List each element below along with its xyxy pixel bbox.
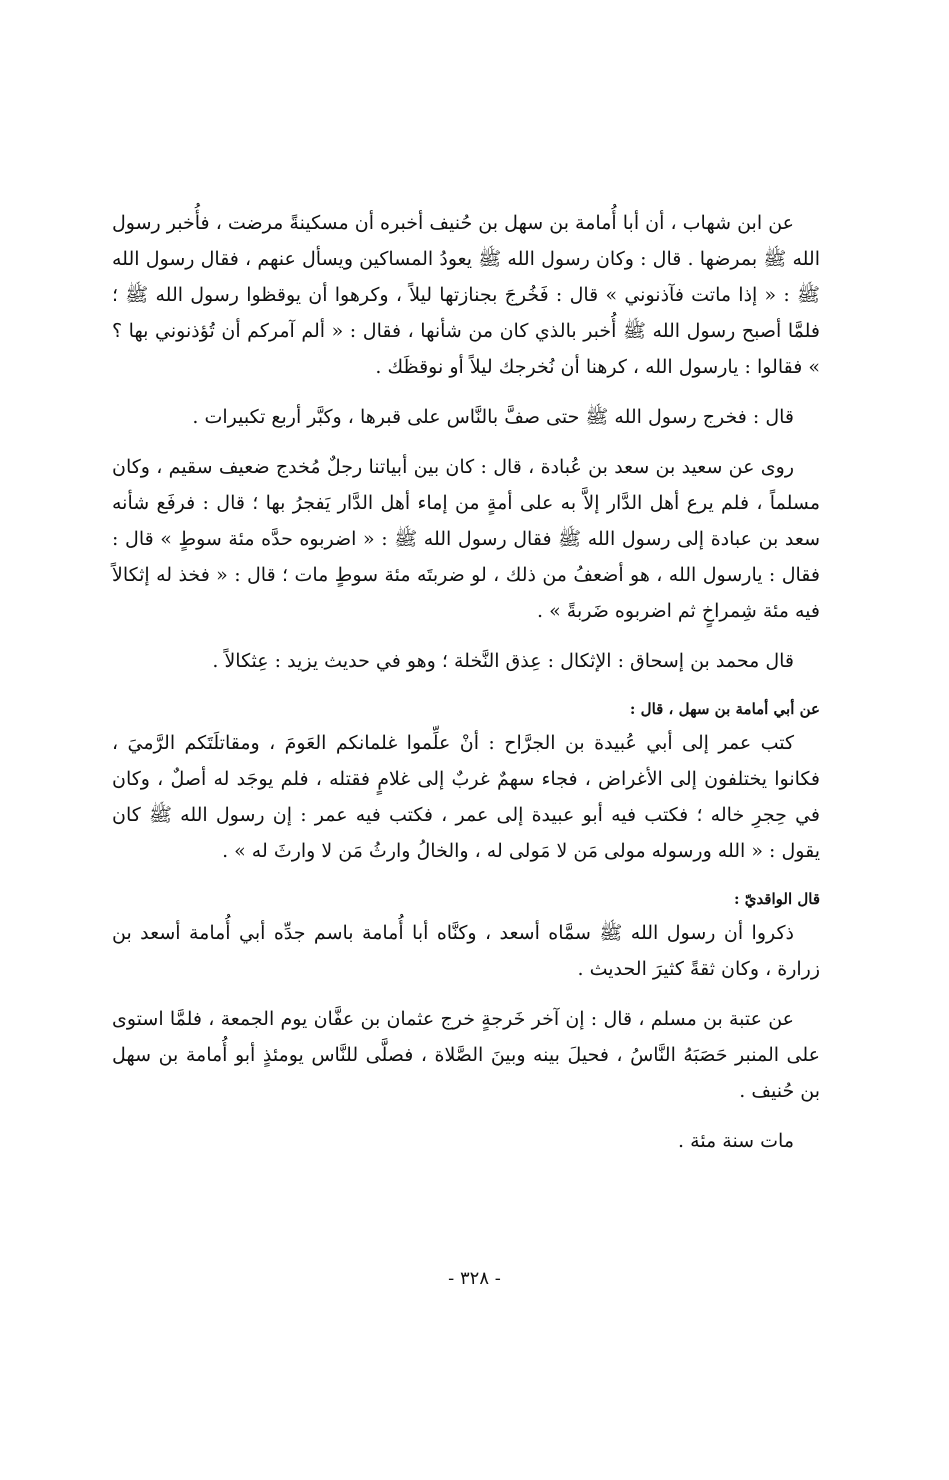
paragraph-death-year: مات سنة مئة . xyxy=(678,1130,794,1152)
paragraph-ibn-ishaq: قال محمد بن إسحاق : الإثكال : عِذق النَّخلة ؛ وهو في حديث يزيد : عِثكالاً . xyxy=(212,650,794,672)
page-number: - ٣٢٨ - xyxy=(448,1268,501,1289)
heading-abu-umama: عن أبي أمامة بن سهل ، قال : xyxy=(629,700,820,718)
paragraph-saad-ibn-ubada: روى عن سعيد بن سعد بن عُبادة ، قال : كان بين أبياتنا رجلٌ مُخدج ضعيف سقيم ، وكان مسلماً ، فلم يرع أهل الدَّار إلاَّ به على أمةٍ من إماء أهل الدَّار يَفجرُ بها ؛ قال : فرفَع شأنه سعد بن عبادة إلى رسول الله ﷺ فقال رسول الله ﷺ : « اضربوه حدَّه مئة سوطٍ » قال : فقال : يارسول الله ، هو أضعفُ من ذلك ، لو ضربتَه مئة سوطٍ مات ؛ قال : « فخذ له إثكالاً فيه مئة شِمراخٍ ثم اضربوه ضَربةً » . xyxy=(112,456,820,622)
heading-waqidi: قال الواقديّ : xyxy=(733,890,820,908)
paragraph-waqidi: ذكروا أن رسول الله ﷺ سمَّاه أسعد ، وكنَّاه أبا أُمامة باسم جدِّه أبي أُمامة أسعد بن زرارة ، وكان ثقةً كثيرَ الحديث . xyxy=(112,922,820,980)
paragraph-utba: عن عتبة بن مسلم ، قال : إن آخر خَرجةٍ خرج عثمان بن عفَّان يوم الجمعة ، فلمَّا استوى على المنبر حَصَبَهُ النَّاسُ ، فحيلَ بينه وبينَ الصَّلاة ، فصلَّى للنَّاس يومئذٍ أبو أُمامة بن سهل بن حُنيف . xyxy=(112,1008,820,1102)
paragraph-ibn-shihab: عن ابن شهاب ، أن أبا أُمامة بن سهل بن حُنيف أخبره أن مسكينةً مرضت ، فأُخبر رسول الله ﷺ بمرضها . قال : وكان رسول الله ﷺ يعودُ المساكين ويسأل عنهم ، فقال رسول الله ﷺ : « إذا ماتت فآذنوني » قال : فَخُرجَ بجنازتها ليلاً ، وكرهوا أن يوقظوا رسول الله ﷺ ؛ فلمَّا أصبح رسول الله ﷺ أُخبر بالذي كان من شأنها ، فقال : « ألم آمركم أن تُؤذنوني بها ؟ » فقالوا : يارسول الله ، كرهنا أن نُخرجك ليلاً أو نوقظَك . xyxy=(112,212,820,378)
paragraph-funeral-prayer: قال : فخرج رسول الله ﷺ حتى صفَّ بالنَّاس على قبرها ، وكبَّر أربع تكبيرات . xyxy=(192,406,794,428)
body-text xyxy=(112,205,820,1159)
paragraph-umar-letter: كتب عمر إلى أبي عُبيدة بن الجرَّاح : أنْ علِّموا غلمانكم العَومَ ، ومقاتلَتَكم الرَّميَ ، فكانوا يختلفون إلى الأغراض ، فجاء سهمٌ غربٌ إلى غلامٍ فقتله ، فلم يوجَد له أصلٌ ، وكان في حِجرِ خاله ؛ فكتب فيه أبو عبيدة إلى عمر ، فكتب فيه عمر : إن رسول الله ﷺ كان يقول : « الله ورسوله مولى مَن لا مَولى له ، والخالُ وارثُ مَن لا وارثَ له » . xyxy=(112,732,820,862)
